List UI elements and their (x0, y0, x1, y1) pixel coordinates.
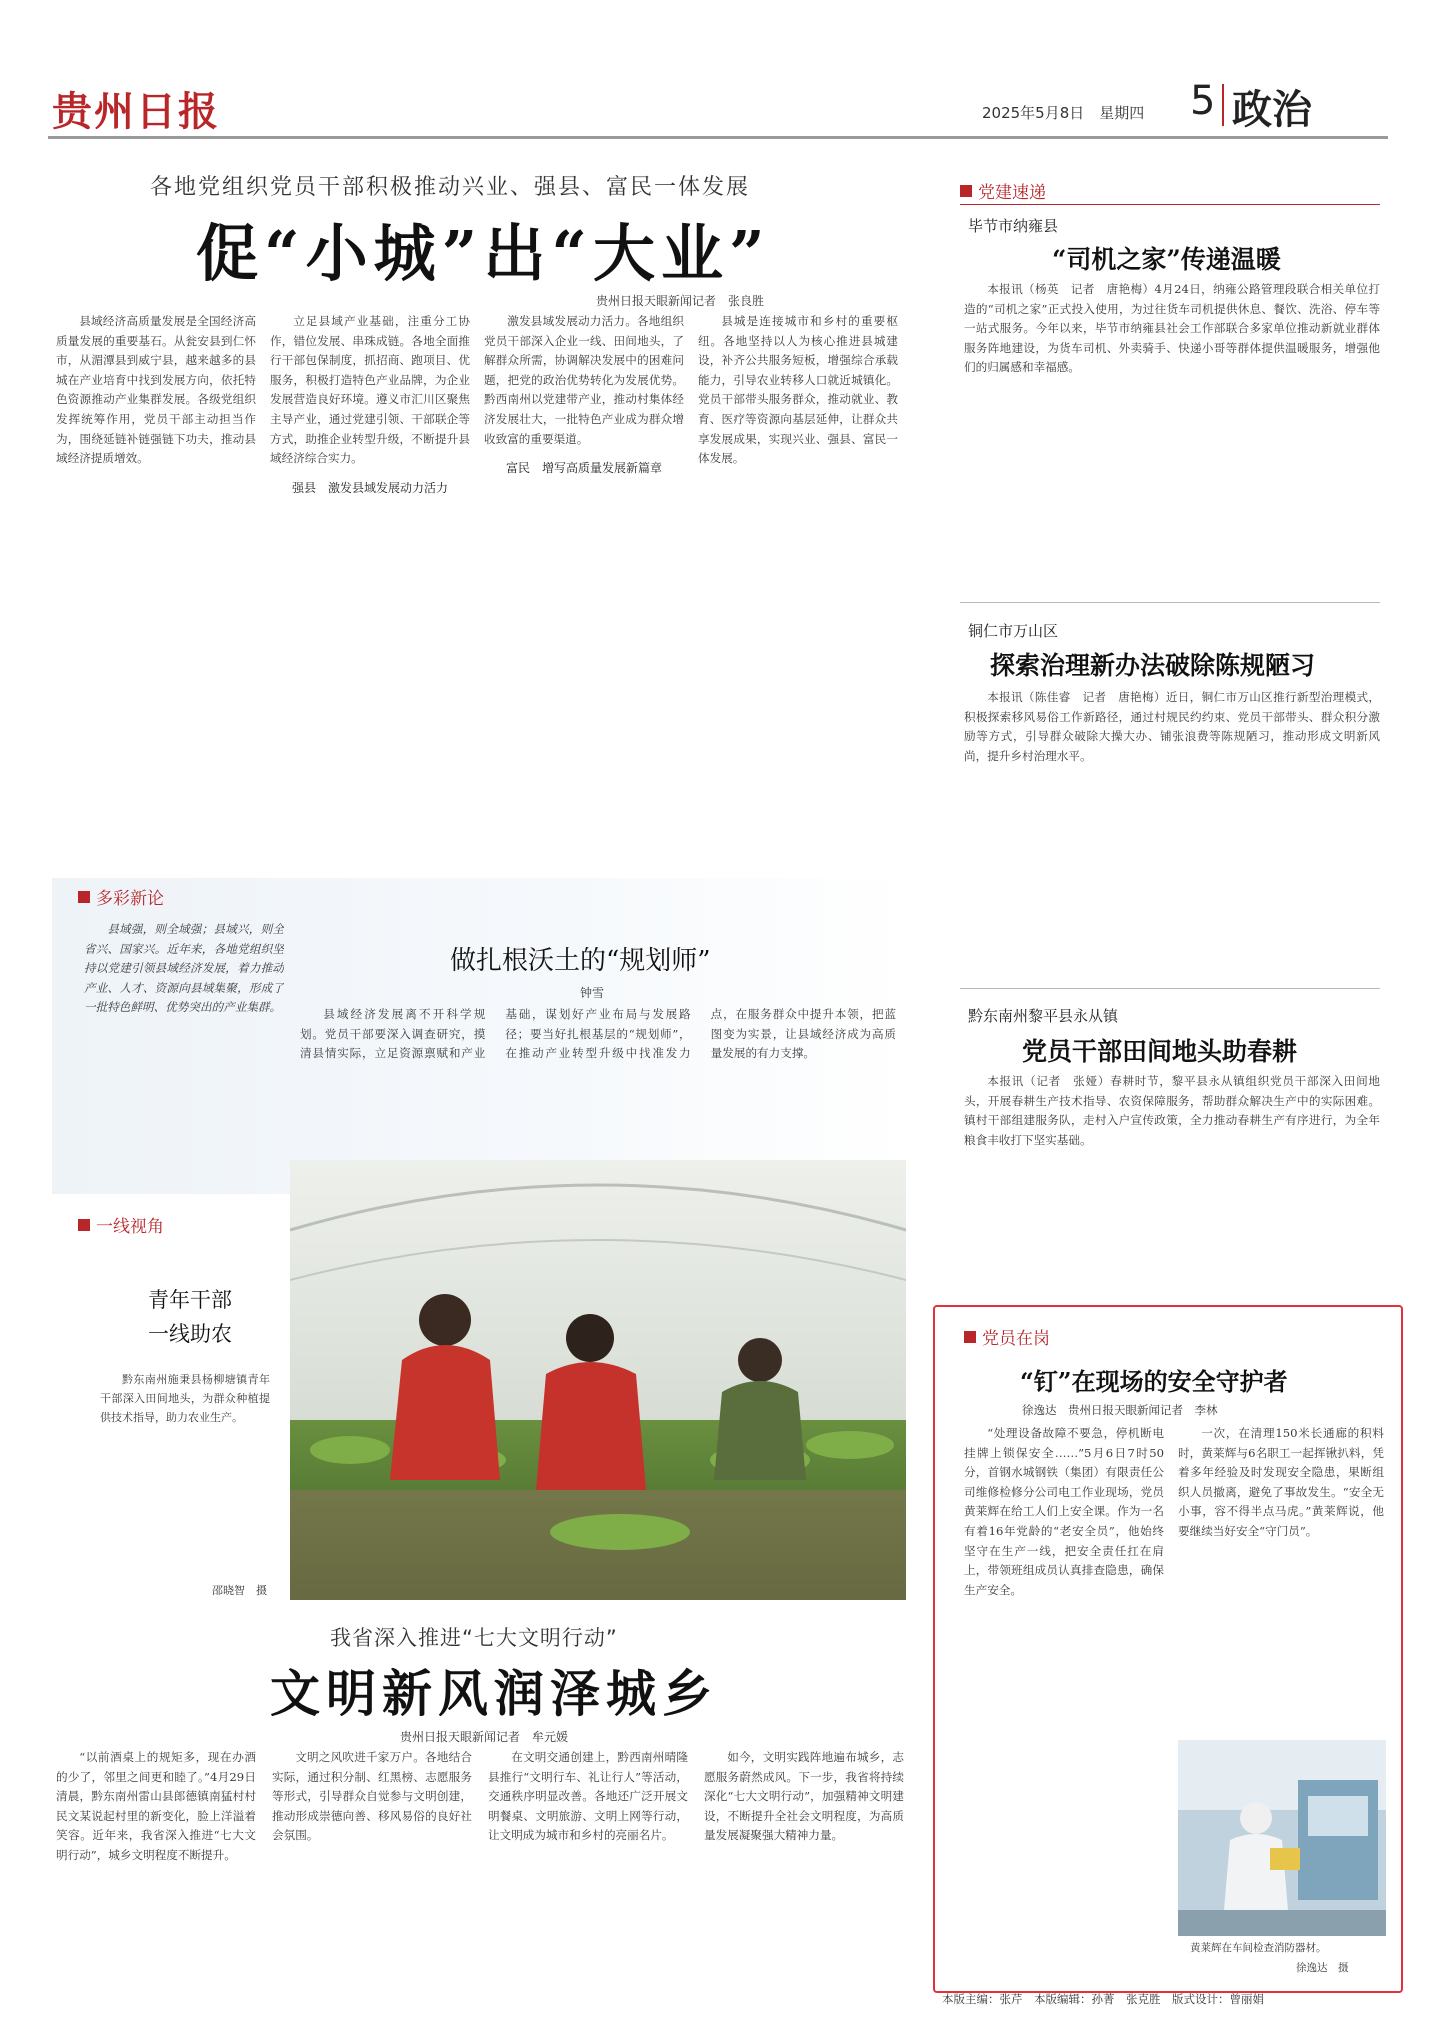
commentary-body: 县域经济发展离不开科学规划。党员干部要深入调查研究，摸清县情实际，立足资源禀赋和产业基础，谋划好产业布局与发展路径；要当好扎根基层的“规划师”，在推动产业转型升级中找准发力点，在服务群众中提升本领，把蓝图变为实景，让县域经济成为高质量发展的有力支撑。 (300, 1007, 896, 1061)
lead-byline: 贵州日报天眼新闻记者 张良胜 (596, 294, 765, 308)
section-tag-party-member: 党员在岗 (964, 1324, 1050, 1349)
lead-column-3: 激发县域发展动力活力。各地组织党员干部深入企业一线、田间地头，了解群众所需，协调解决发展中的困难问题，把党的政治优势转化为发展优势。黔西南州以党建带产业，推动村集体经济发展壮大，一批特色产业成为群众增收致富的重要渠道。 富民 增写高质量发展新篇章 (484, 312, 684, 860)
member-headline: “钉”在现场的安全守护者 (1020, 1367, 1288, 1396)
issue-date: 2025年5月8日 星期四 (982, 104, 1145, 122)
section-rule (960, 204, 1380, 205)
divider (960, 602, 1380, 603)
story3-location: 黔东南州黎平县永从镇 (968, 1007, 1119, 1025)
story1-body: 本报讯（杨英 记者 唐艳梅）4月24日，纳雍公路管理段联合相关单位打造的“司机之家”正式投入使用，为过往货车司机提供休息、餐饮、洗浴、停车等一站式服务。今年以来，毕节市纳雍县社会工作部联合多家单位推动新就业群体服务阵地建设，为货车司机、外卖骑手、快递小哥等群体提供温暖服务，增强他们的归属感和幸福感。 (964, 282, 1380, 375)
divider (960, 988, 1380, 989)
section-tag-commentary: 多彩新论 (78, 884, 164, 909)
story1-location: 毕节市纳雍县 (968, 217, 1059, 235)
civ-kicker: 我省深入推进“七大文明行动” (330, 1626, 618, 1650)
commentary-headline: 做扎根沃土的“规划师” (450, 946, 711, 976)
lead-headline: 促“小城”出“大业” (196, 217, 771, 290)
feature-photo-credit: 邵晓智 摄 (212, 1584, 267, 1597)
civ-column-2: 文明之风吹进千家万户。各地结合实际，通过积分制、红黑榜、志愿服务等形式，引导群众自觉参与文明创建，推动形成崇德向善、移风易俗的良好社会氛围。 (272, 1750, 472, 1843)
section-tag-frontline: 一线视角 (78, 1212, 164, 1237)
feature-title-line1: 青年干部 (148, 1288, 232, 1312)
section-title: 政治 (1232, 86, 1312, 133)
page-credits: 本版主编：张芹 本版编辑：孙菁 张克胜 版式设计：曾丽娟 (942, 1992, 1264, 2006)
lead-column-1: 县域经济高质量发展是全国经济高质量发展的重要基石。从瓮安县到仁怀市，从湄潭县到威宁县，越来越多的县城在产业培育中找到发展方向，依托特色资源推动产业集群发展。各级党组织发挥统筹作用，党员干部主动担当作为，围绕延链补链强链下功夫，推动县域经济提质增效。 (56, 314, 256, 466)
story3-body: 本报讯（记者 张娅）春耕时节，黎平县永从镇组织党员干部深入田间地头，开展春耕生产技术指导、农资保障服务，帮助群众解决生产中的实际困难。镇村干部组建服务队，走村入户宣传政策，全力推动春耕生产有序进行，为全年粮食丰收打下坚实基础。 (964, 1074, 1380, 1147)
civ-headline: 文明新风润泽城乡 (270, 1664, 718, 1723)
lead-subhead-strong: 强县 激发县域发展动力活力 (291, 480, 448, 495)
lead-subhead-rich: 富民 增写高质量发展新篇章 (505, 461, 662, 476)
story1-headline: “司机之家”传递温暖 (1052, 245, 1281, 274)
feature-caption: 黔东南州施秉县杨柳塘镇青年干部深入田间地头，为群众种植提供技术指导，助力农业生产。 (100, 1373, 270, 1424)
member-photo-caption: 黄莱辉在车间检查消防器材。 (1190, 1942, 1327, 1954)
commentary-intro: 县域强，则全域强；县域兴，则全省兴、国家兴。近年来，各地党组织坚持以党建引领县域经济发展，着力推动产业、人才、资源向县域集聚，形成了一批特色鲜明、优势突出的产业集群。 (84, 922, 284, 1015)
masthead-rule (48, 136, 1388, 139)
member-photo-credit: 徐逸达 摄 (1296, 1962, 1349, 1974)
member-column-2: 一次，在清理150米长通廊的积料时，黄莱辉与6名职工一起挥锹扒料，凭着多年经验及时发现安全隐患，果断组织人员撤离，避免了事故发生。“安全无小事，容不得半点马虎。”黄莱辉说，他要继续当好安全“守门员”。 (1178, 1426, 1384, 1538)
member-byline: 徐逸达 贵州日报天眼新闻记者 李林 (1022, 1403, 1218, 1417)
lead-kicker: 各地党组织党员干部积极推动兴业、强县、富民一体发展 (150, 175, 751, 200)
square-icon (960, 185, 972, 197)
square-icon (964, 1331, 976, 1343)
worker-photo (1178, 1740, 1386, 1936)
civ-column-1: “以前酒桌上的规矩多，现在办酒的少了，邻里之间更和睦了。”4月29日清晨，黔东南州雷山县郎德镇南猛村村民文某说起村里的新变化，脸上洋溢着笑容。近年来，我省深入推进“七大文明行动”，城乡文明程度不断提升。 (56, 1750, 256, 1862)
civ-column-3: 在文明交通创建上，黔西南州晴隆县推行“文明行车、礼让行人”等活动，交通秩序明显改善。各地还广泛开展文明餐桌、文明旅游、文明上网等行动，让文明成为城市和乡村的亮丽名片。 (488, 1750, 688, 1843)
civ-byline: 贵州日报天眼新闻记者 牟元媛 (400, 1730, 569, 1744)
page-number: 5 (1190, 78, 1216, 124)
worker-illustration (1178, 1740, 1386, 1936)
field-work-illustration (290, 1160, 906, 1600)
story3-headline: 党员干部田间地头助春耕 (1022, 1037, 1298, 1066)
civ-column-4: 如今，文明实践阵地遍布城乡，志愿服务蔚然成风。下一步，我省将持续深化“七大文明行动”，加强精神文明建设，不断提升全社会文明程度，为高质量发展凝聚强大精神力量。 (704, 1750, 904, 1843)
story2-location: 铜仁市万山区 (968, 622, 1059, 640)
field-work-photo (290, 1160, 906, 1600)
lead-column-2: 立足县域产业基础，注重分工协作，错位发展、串珠成链。各地全面推行干部包保制度，抓招商、跑项目、优服务，积极打造特色产业品牌，为企业发展营造良好环境。遵义市汇川区聚焦主导产业，通过党建引领、干部联企等方式，助推企业转型升级，不断提升县域经济综合实力。 强县 激发县域发展动力活力 (270, 312, 470, 860)
story2-headline: 探索治理新办法破除陈规陋习 (990, 651, 1316, 680)
commentary-author: 钟雪 (580, 986, 605, 1000)
newspaper-logo: 贵州日报 (52, 88, 220, 135)
square-icon (78, 1219, 90, 1231)
section-tag-party-news: 党建速递 (960, 178, 1046, 203)
square-icon (78, 891, 90, 903)
member-column-1: “处理设备故障不要急，停机断电挂牌上锁保安全……”5月6日7时50分，首钢水城钢铁（集团）有限责任公司维修检修分公司电工作业现场，党员黄莱辉在给工人们上安全课。作为一名有着16年党龄的“老安全员”，他始终坚守在生产一线，把安全责任扛在肩上，带领班组成员认真排查隐患，确保生产安全。 (964, 1426, 1164, 1597)
masthead-divider (1222, 84, 1224, 126)
story2-body: 本报讯（陈佳睿 记者 唐艳梅）近日，铜仁市万山区推行新型治理模式，积极探索移风易俗工作新路径，通过村规民约约束、党员干部带头、群众积分激励等方式，引导群众破除大操大办、铺张浪费等陈规陋习，推动形成文明新风尚，提升乡村治理水平。 (964, 690, 1380, 763)
lead-column-4: 县城是连接城市和乡村的重要枢纽。各地坚持以人为核心推进县城建设，补齐公共服务短板，增强综合承载能力，引导农业转移人口就近城镇化。党员干部带头服务群众，推动就业、教育、医疗等资源向基层延伸，让群众共享发展成果，实现兴业、强县、富民一体发展。 (698, 314, 898, 466)
feature-title-line2: 一线助农 (148, 1322, 232, 1346)
